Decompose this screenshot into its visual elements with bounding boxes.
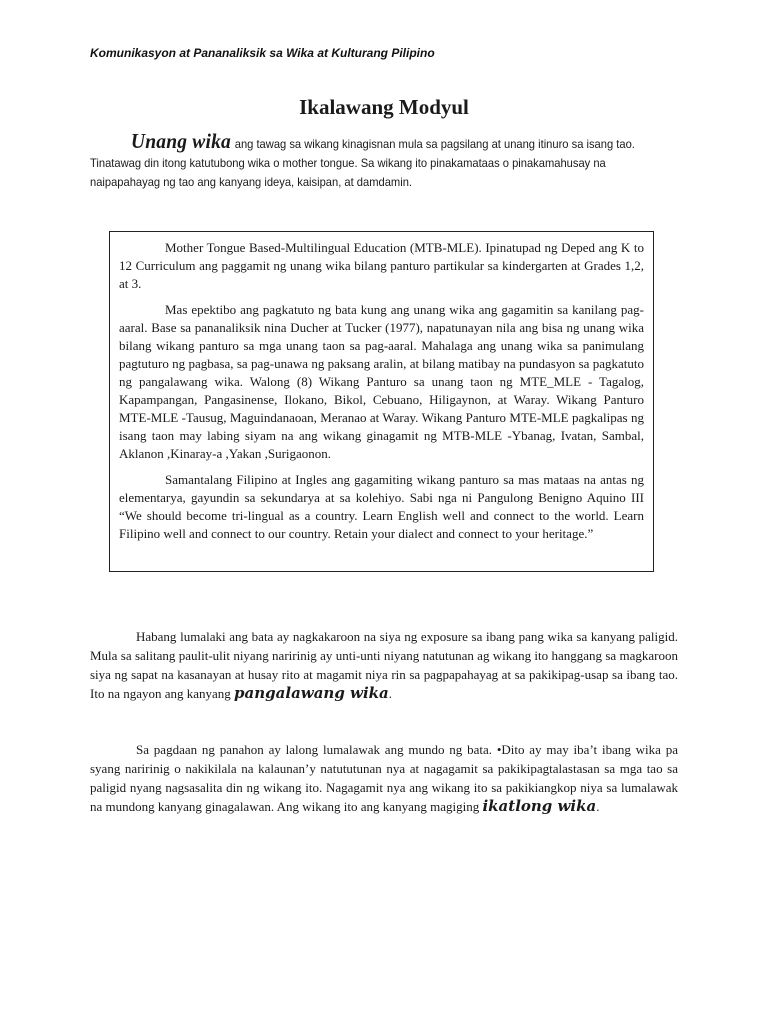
third-language-end: . [596,799,600,814]
second-language-text: Habang lumalaki ang bata ay nagkakaroon na siya ng exposure sa ibang pang wika sa kanyang paligid. Mula sa salitang paulit-ulit niyang naririnig ay unti-unti niyang natutunan ag wikang ito hanggang sa magkaroon siya ng sapat na kasanayan at husay rito at magamit niya rin sa pagpapahayag at sa pakikipag-usap sa ibang tao. Ito na ngayon ang kanyang [90,629,678,701]
second-language-end: . [388,686,393,701]
intro-paragraph [90,129,678,192]
info-box [109,231,654,572]
box-paragraph-3: Samantalang Filipino at Ingles ang gagamiting wikang panturo sa mas mataas na antas ng elementarya, gayundin sa sekundarya at sa kolehiyo. Sabi nga ni Pangulong Benigno Aquino III “We should become tri-lingual as a country. Learn English well and connect to the world. Learn Filipino well and connect to our country. Retain your dialect and connect to your heritage.” [119,472,644,541]
page-title: Ikalawang Modyul [299,95,469,119]
box-paragraph-1: Mother Tongue Based-Multilingual Education (MTB-MLE). Ipinatupad ng Deped ang K to 12 Curriculum ang paggamit ng unang wika bilang panturo partikular sa kindergarten at Grades 1,2, at 3. [119,240,644,291]
third-language-term: ikatlong wika [482,797,597,815]
intro-text: ang tawag sa wikang kinagisnan mula sa pagsilang at unang itinuro sa isang tao. Tinatawag din itong katutubong wika o mother tongue. Sa wikang ito pinakamataas o pinakamahusay na naipapahayag ng tao ang kanyang ideya, kaisipan, at damdamin. [90,137,635,189]
box-paragraph-2: Mas epektibo ang pagkatuto ng bata kung ang unang wika ang gagamitin sa kanilang pag-aaral. Base sa pananaliksik nina Ducher at Tucker (1977), napatunayan nila ang bisa ng unang wika bilang wikang panturo sa mga unang taon sa pag-aaral. Mahalaga ang unang wika sa panimulang pagtuturo ng pagbasa, sa pag-unawa ng paksang aralin, at bilang matibay na pundasyon sa pagkatuto ng pangalawang wika. Walong (8) Wikang Panturo sa unang taon ng MTE_MLE - Tagalog, Kapampangan, Pangasinense, Ilokano, Bikol, Cebuano, Hiligaynon, at Waray. Wikang Panturo MTE-MLE -Tausug, Maguindanaoan, Meranao at Waray. Wikang Panturo MTE-MLE pagkalipas ng isang taon may labing siyam na ang wikang ginagamit ng MTB-MLE -Ybanag, Ivatan, Sambal, Aklanon ,Kinaray-a ,Yakan ,Surigaonon. [119,302,644,461]
third-language-paragraph [90,740,678,816]
running-header: Komunikasyon at Pananaliksik sa Wika at Kulturang Pilipino [90,46,435,60]
intro-term: Unang wika [130,129,232,153]
third-language-text: Sa pagdaan ng panahon ay lalong lumalawak ang mundo ng bata. •Dito ay may iba’t ibang wika pa syang naririnig o nakikilala na kalaunan’y natututunan nya at nagagamit sa pakikipagtalastasan sa mga tao sa paligid nyang nagsasalita din ng wikang ito. Nagagamit nya ang wikang ito sa pakikiangkop niya sa lumalawak na mundong kanyang ginagalawan. Ang wikang ito ang kanyang magiging [90,742,678,814]
second-language-paragraph [90,627,678,703]
second-language-term: pangalawang wika [234,684,389,702]
